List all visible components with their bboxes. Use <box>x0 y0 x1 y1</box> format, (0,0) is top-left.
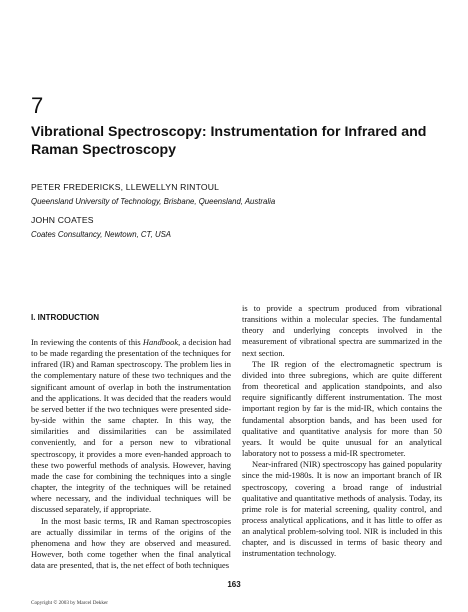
paragraph-2: In the most basic terms, IR and Raman spectroscopies are actually dissimilar in terms of the origins of the phenomena and how they are observed and measured. However, both come together when the final analytical data are presented, that is, the net effect of both techniques <box>31 515 231 571</box>
right-column <box>242 303 442 560</box>
paragraph-1-text-a: In reviewing the contents of this <box>31 337 143 347</box>
left-column <box>31 337 231 571</box>
paragraph-3: is to provide a spectrum produced from vibrational transitions within a molecular species. The fundamental theory and underlying concepts involved in the measurement of vibrational spectra are summarized in the next section. <box>242 303 442 358</box>
author-affiliation-1: Queensland University of Technology, Brisbane, Queensland, Australia <box>31 197 276 206</box>
paragraph-4: The IR region of the electromagnetic spectrum is divided into three subregions, which are quite different from theoretical and application standpoints, and also require significantly different instrumentation. The most important region by far is the mid-IR, which contains the fundamental absorption bands, and has been used for qualitative and quantitative analysis for more than 50 years. It would be quite unusual for an analytical laboratory not to possess a mid-IR spectrometer. <box>242 358 442 459</box>
paragraph-5: Near-infrared (NIR) spectroscopy has gained popularity since the mid-1980s. It is now an important branch of IR spectroscopy, covering a broad range of industrial qualitative and quantitative methods of analysis. Today, its prime role is for material screening, quality control, and process analytical applications, and it has little to offer as an analytical problem-solving tool. NIR is included in this chapter, and is discussed in terms of basic theory and instrumentation technology. <box>242 459 442 559</box>
chapter-title: Vibrational Spectroscopy: Instrumentation for Infrared and Raman Spectroscopy <box>31 124 427 158</box>
chapter-number: 7 <box>31 93 44 118</box>
author-affiliation-2: Coates Consultancy, Newtown, CT, USA <box>31 230 171 239</box>
section-heading: I. INTRODUCTION <box>31 313 99 322</box>
handbook-italic: Handbook <box>142 337 179 347</box>
copyright-notice: Copyright © 2003 by Marcel Dekker <box>31 600 108 606</box>
author-names-1: PETER FREDERICKS, LLEWELLYN RINTOUL <box>31 182 220 192</box>
author-names-2: JOHN COATES <box>31 215 94 225</box>
paragraph-1 <box>31 337 231 516</box>
paragraph-1-text-b: , a decision had to be made regarding the presentation of the techniques for infrared (IR) and Raman spectroscopy. The problem lies in the complementary nature of these two techniques and the significant amount of overlap in both the instrumentation and the applications. It was decided that the readers would be served better if the two techniques were presented side-by-side within the same chapter. In this way, the similarities and dissimilarities can be assimilated conveniently, and for a person new to vibrational spectroscopy, it provides a more even-handed approach to these two powerful methods of analysis. However, having made the case for combining the techniques into a single chapter, the integrity of the techniques will be retained where necessary, and the individual techniques will be discussed separately, if appropriate. <box>31 337 231 515</box>
page-number: 163 <box>227 580 241 589</box>
